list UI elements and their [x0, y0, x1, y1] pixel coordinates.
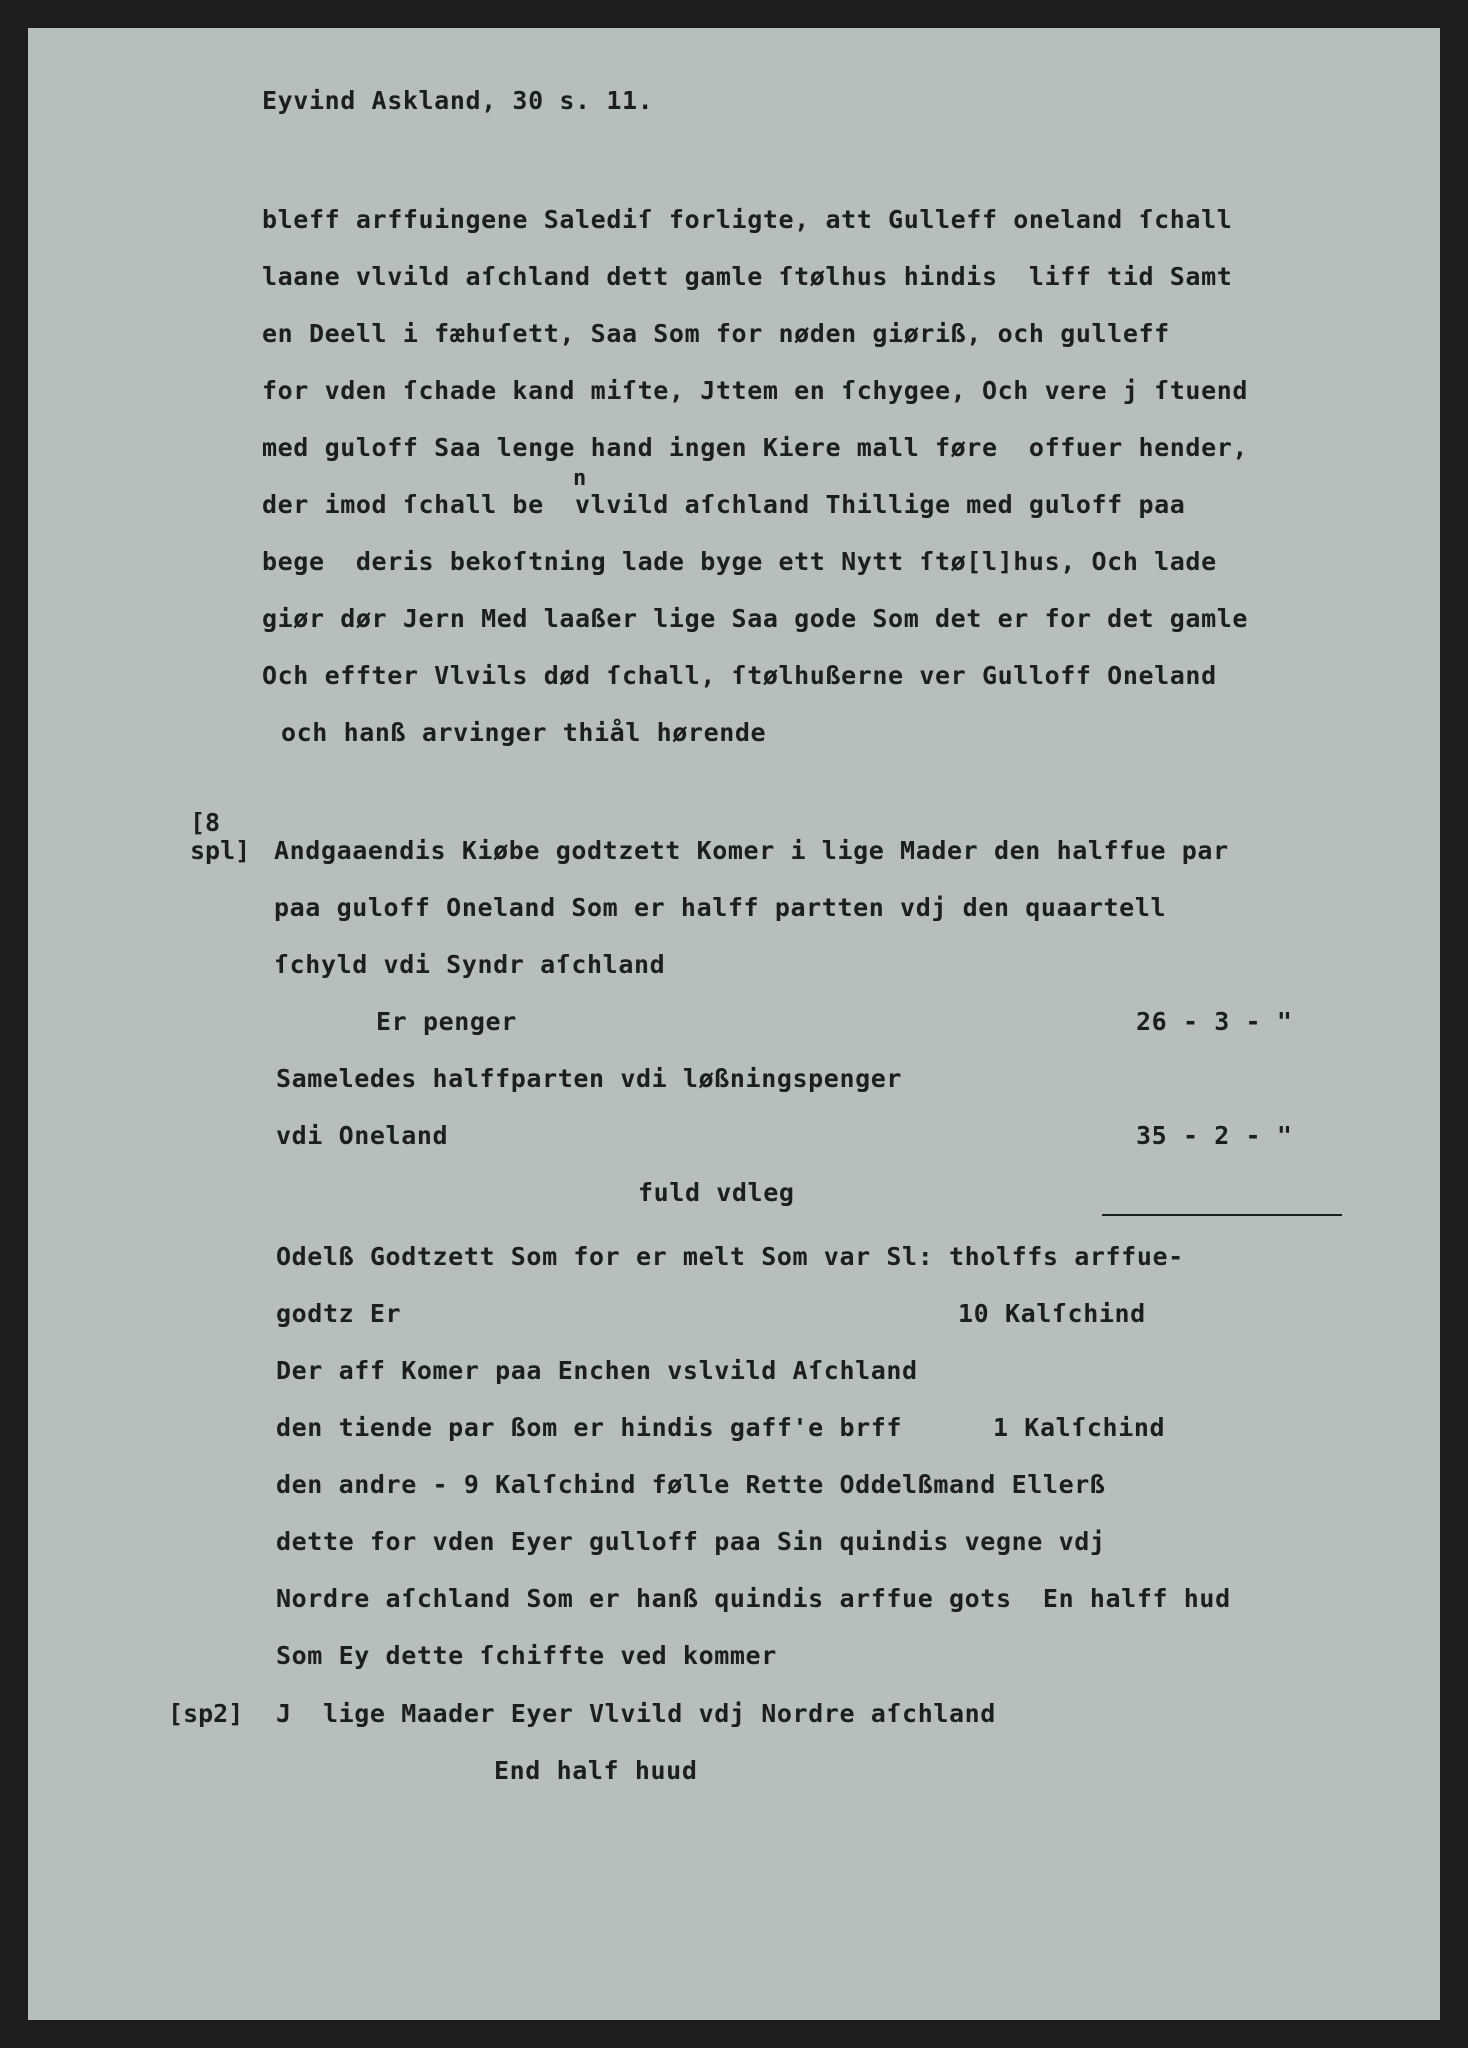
text-line: laane vlvild aſchland dett gamle ſtølhus hindis liff tid Samt: [262, 262, 1233, 291]
text-line: med guloff Saa lenge hand ingen Kiere mall føre offuer hender,: [262, 433, 1249, 462]
text-line: den tiende par ßom er hindis gaff'e brff: [276, 1413, 903, 1442]
ledger-item: Er penger: [376, 1007, 517, 1036]
text-line: ſchyld vdi Syndr aſchland: [274, 950, 666, 979]
ledger-amount: 10 Kalſchind: [958, 1299, 1146, 1328]
ledger-amount: 35 - 2 - ": [1136, 1121, 1293, 1150]
text-line: dette for vden Eyer gulloff paa Sin quindis vegne vdj: [276, 1527, 1106, 1556]
text-line: en Deell i fæhuſett, Saa Som for nøden giøriß, och gulleff: [262, 319, 1170, 348]
text-line: godtz Er: [276, 1299, 402, 1328]
margin-note: [sp2]: [168, 1699, 244, 1728]
ledger-item: fuld vdleg: [638, 1178, 795, 1207]
text-line: bleff arffuingene Salediſ forligte, att Gulleff oneland ſchall: [262, 205, 1233, 234]
text-line: paa guloff Oneland Som er halff partten vdj den quaartell: [274, 893, 1167, 922]
text-line: giør dør Jern Med laaßer lige Saa gode Som det er for det gamle: [262, 604, 1249, 633]
text-line: End half huud: [494, 1756, 698, 1785]
ledger-amount: 26 - 3 - ": [1136, 1007, 1293, 1036]
ledger-item: Sameledes halffparten vdi løßningspenger: [276, 1064, 903, 1093]
text-line: for vden ſchade kand miſte, Jttem en ſchygee, Och vere j ſtuend: [262, 376, 1249, 405]
ledger-item: vdi Oneland: [276, 1121, 449, 1150]
text-line: Andgaaendis Kiøbe godtzett Komer i lige Mader den halffue par: [274, 836, 1229, 865]
text-line: den andre - 9 Kalſchind følle Rette Oddelßmand Ellerß: [276, 1470, 1106, 1499]
text-line: Som Ey dette ſchiffte ved kommer: [276, 1641, 777, 1670]
superscript-insertion: n: [573, 466, 587, 491]
text-line: Och effter Vlvils død ſchall, ſtølhußerne ver Gulloff Oneland: [262, 661, 1217, 690]
text-line: Nordre aſchland Som er hanß quindis arffue gots En halff hud: [276, 1584, 1231, 1613]
text-line: Odelß Godtzett Som for er melt Som var Sl: tholffs arffue-: [276, 1242, 1184, 1271]
text-line: der imod ſchall be vlvild aſchland Thillige med guloff paa: [262, 490, 1186, 519]
text-line: Der aff Komer paa Enchen vslvild Aſchland: [276, 1356, 918, 1385]
text-line: J lige Maader Eyer Vlvild vdj Nordre aſchland: [276, 1699, 996, 1728]
document-page: [28, 28, 1440, 2020]
text-line: och hanß arvinger thiål hørende: [281, 718, 767, 747]
page-title: Eyvind Askland, 30 s. 11.: [262, 86, 654, 115]
ledger-amount: 1 Kalſchind: [993, 1413, 1166, 1442]
margin-note: spl]: [190, 836, 251, 865]
sum-rule: [1102, 1214, 1342, 1216]
text-line: bege deris bekoſtning lade byge ett Nytt ſtø[l]hus, Och lade: [262, 547, 1217, 576]
margin-note: [8: [190, 808, 221, 837]
